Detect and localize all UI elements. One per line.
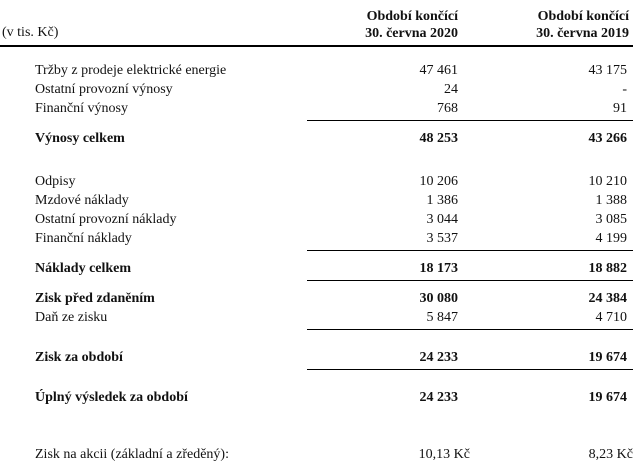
column-headers — [307, 8, 633, 42]
row-values — [307, 229, 633, 251]
column-header-period-2020-line1: Období končící — [366, 9, 458, 24]
table-row — [0, 210, 633, 229]
value-2019: 43 175 — [588, 63, 627, 78]
row-label: Ostatní provozní náklady — [35, 212, 177, 227]
value-2020: 1 386 — [426, 193, 458, 208]
value-2020: 5 847 — [426, 310, 458, 325]
table-row — [0, 289, 633, 308]
value-2020: 3 044 — [426, 212, 458, 227]
row-values — [307, 61, 633, 80]
value-2020: 24 — [444, 82, 458, 97]
value-2019: 10 210 — [588, 174, 627, 189]
value-2020: 3 537 — [426, 231, 458, 246]
value-2020: 24 233 — [419, 350, 458, 365]
row-values — [307, 289, 633, 308]
row-label: Úplný výsledek za období — [35, 390, 188, 405]
column-header-period-2020-line2: 30. června 2020 — [365, 26, 458, 41]
table-row — [0, 229, 633, 251]
row-values — [307, 210, 633, 229]
row-label: Odpisy — [35, 174, 76, 189]
row-values — [307, 445, 633, 464]
column-header-period-2019-line1: Období končící — [537, 9, 629, 24]
column-header-period-2020 — [307, 8, 470, 42]
row-values — [307, 388, 633, 407]
row-values — [307, 259, 633, 281]
table-row — [0, 445, 633, 464]
value-2019: 19 674 — [588, 390, 627, 405]
value-2020: 24 233 — [419, 390, 458, 405]
table-row — [0, 61, 633, 80]
table-row — [0, 129, 633, 148]
row-values — [307, 308, 633, 330]
table-row — [0, 80, 633, 99]
column-header-period-2019 — [470, 8, 633, 42]
row-label: Náklady celkem — [35, 261, 132, 276]
unit-label: (v tis. Kč) — [2, 25, 59, 40]
value-2020: 18 173 — [419, 261, 458, 276]
row-label: Finanční náklady — [35, 231, 132, 246]
value-2019: 3 085 — [595, 212, 627, 227]
value-2020: 48 253 — [419, 131, 458, 146]
table-row — [0, 191, 633, 210]
value-2020: 10,13 Kč — [418, 447, 470, 462]
row-values — [307, 129, 633, 148]
table-body — [0, 61, 633, 464]
table-row — [0, 99, 633, 121]
row-label: Zisk na akcii (základní a zředěný): — [35, 447, 229, 462]
value-2019: 4 710 — [595, 310, 627, 325]
row-label: Výnosy celkem — [35, 131, 125, 146]
row-values — [307, 99, 633, 121]
table-row — [0, 259, 633, 281]
value-2019: 24 384 — [588, 291, 627, 306]
row-values — [307, 172, 633, 191]
value-2020: 30 080 — [419, 291, 458, 306]
row-values — [307, 80, 633, 99]
row-label: Zisk za období — [35, 350, 123, 365]
table-row — [0, 388, 633, 407]
table-row — [0, 308, 633, 330]
value-2019: 19 674 — [588, 350, 627, 365]
table-row — [0, 348, 633, 370]
value-2020: 10 206 — [419, 174, 458, 189]
value-2019: 43 266 — [588, 131, 627, 146]
row-label: Ostatní provozní výnosy — [35, 82, 173, 97]
value-2019: 91 — [613, 101, 627, 116]
column-header-period-2019-line2: 30. června 2019 — [536, 26, 629, 41]
value-2019: 1 388 — [595, 193, 627, 208]
value-2019: 8,23 Kč — [588, 447, 633, 462]
value-2019: - — [622, 82, 627, 97]
row-label: Finanční výnosy — [35, 101, 128, 116]
table-row — [0, 172, 633, 191]
table-header — [0, 0, 633, 47]
value-2019: 4 199 — [595, 231, 627, 246]
value-2019: 18 882 — [588, 261, 627, 276]
row-label: Tržby z prodeje elektrické energie — [35, 63, 227, 78]
row-values — [307, 348, 633, 370]
row-label: Mzdové náklady — [35, 193, 129, 208]
value-2020: 47 461 — [419, 63, 458, 78]
row-label: Zisk před zdaněním — [35, 291, 155, 306]
row-label: Daň ze zisku — [35, 310, 108, 325]
value-2020: 768 — [437, 101, 458, 116]
row-values — [307, 191, 633, 210]
